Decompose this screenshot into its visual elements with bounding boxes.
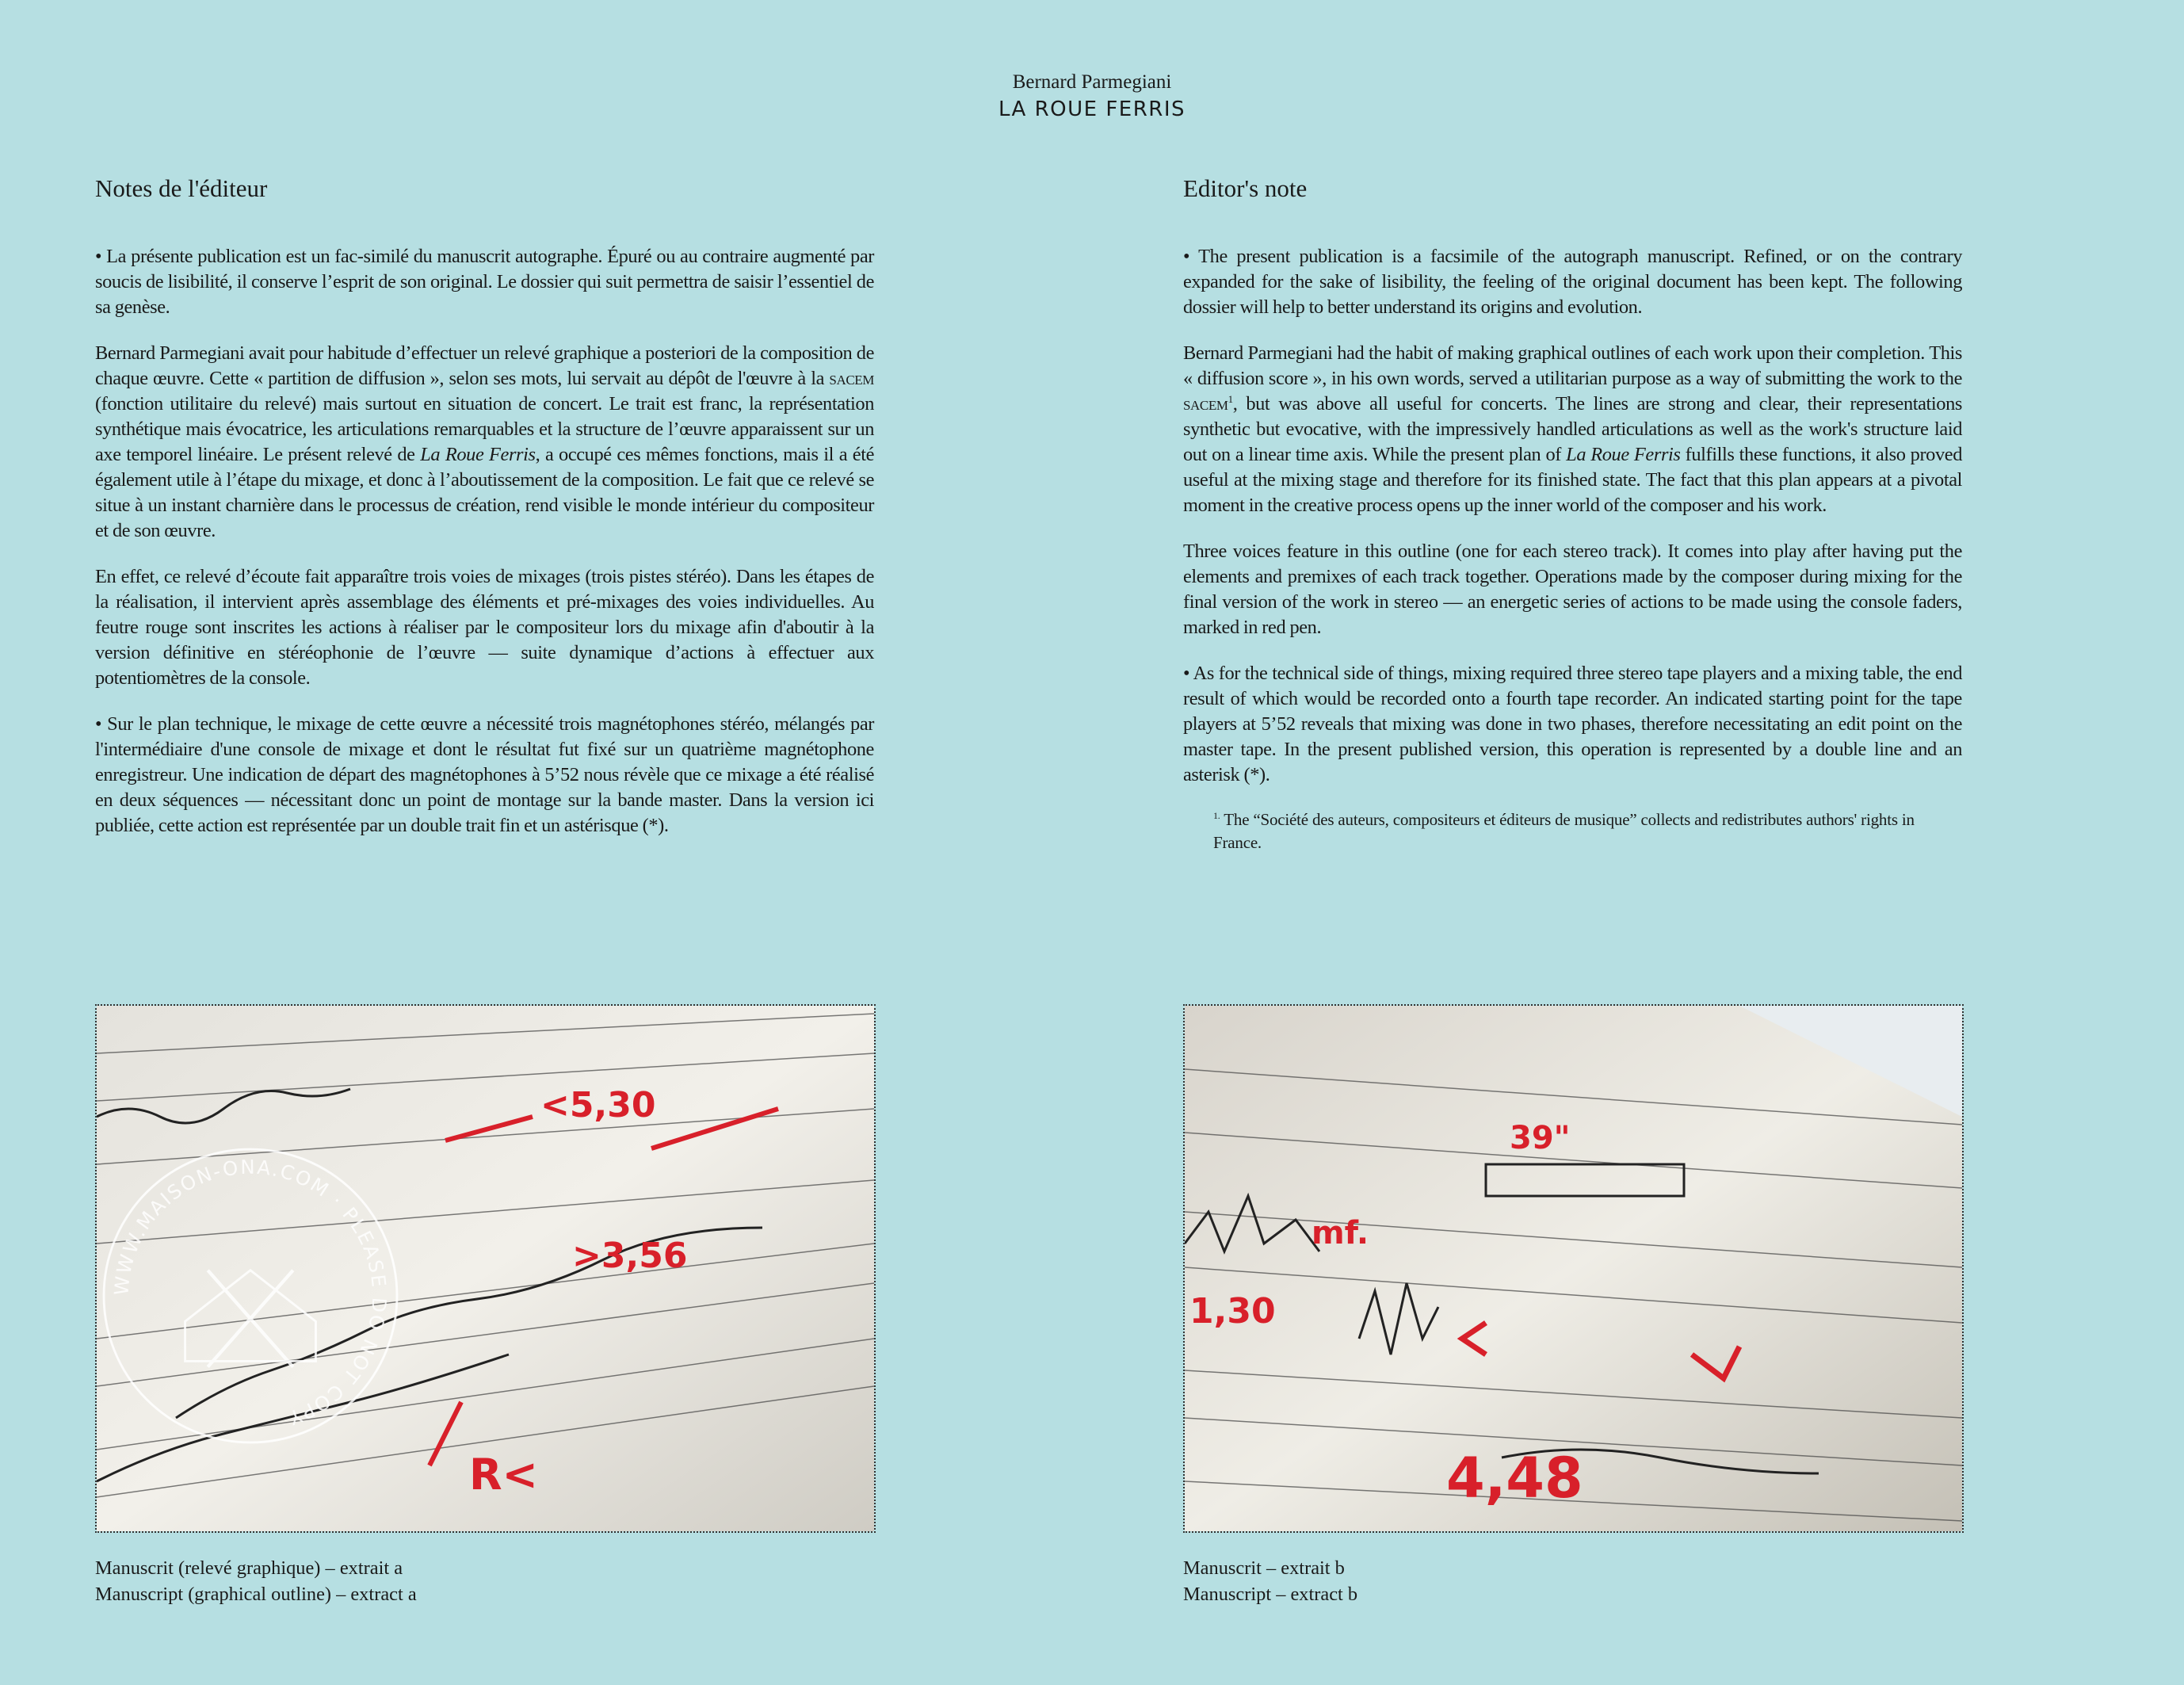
manuscript-photo-b: [1183, 1004, 1964, 1533]
work-title: La Roue Ferris: [420, 444, 536, 465]
text: fulfills these functions, it also proved useful at the mixing stage and therefore for its finished state. The fact that this plan appears at a pivotal moment in the creative process opens up the inner world of the composer and his work.: [1183, 444, 1962, 516]
mark: 1,30: [1189, 1291, 1276, 1332]
mark: <5,30: [540, 1085, 656, 1125]
french-paragraph-1: • La présente publication est un fac-similé du manuscrit autographe. Épuré ou au contraire augmenté par soucis de lisibilité, il conserve l’esprit de son original. Le dossier qui suit permettra de saisir l’essentiel de sa genèse.: [95, 246, 874, 318]
text: (fonction utilitaire du relevé) mais surtout en situation de concert. Le trait est franc, la représentation synthétique mais évocatrice, les articulations remarquables et la structure de l’œuvre apparaissent sur un axe temporel linéaire. Le présent relevé de: [95, 393, 874, 465]
french-paragraph-3: En effet, ce relevé d’écoute fait apparaître trois voies de mixages (trois pistes stéréo). Dans les étapes de la réalisation, il intervient après assemblage des éléments et pré-mixages des voies individuelles. Au feutre rouge sont inscrites les actions à réaliser par le compositeur lors du mixage afin d'aboutir à la version définitive en stéréophonie de l’œuvre — suite dynamique d’actions à effectuer aux potentiomètres de la console.: [95, 566, 874, 689]
text: Bernard Parmegiani had the habit of making graphical outlines of each work upon their completion. This « diffusion score », in his own words, served a utilitarian purpose as a way of submitting the work to the: [1183, 342, 1962, 389]
mark: R<: [469, 1450, 538, 1500]
caption-b-french: Manuscrit – extrait b: [1183, 1557, 1345, 1579]
sacem-abbr: sacem: [1183, 393, 1228, 415]
french-column: [95, 174, 874, 859]
footnote-number: 1.: [1213, 810, 1220, 821]
mark: mf.: [1312, 1215, 1369, 1251]
english-paragraph-3: Three voices feature in this outline (one for each stereo track). It comes into play after having put the elements and premixes of each track together. Operations made by the composer during mixing for the final version of the work in stereo — an energetic series of actions to be made using the console faders, marked in red pen.: [1183, 541, 1962, 638]
text: , but was above all useful for concerts. The lines are strong and clear, their representations synthetic but evocative, with the impressively handled articulations as well as the work's structure laid out on a linear time axis. While the present plan of: [1183, 393, 1962, 465]
footnote-ref: 1: [1228, 392, 1233, 405]
footnote: [1213, 808, 1962, 854]
work-title: La Roue Ferris: [1566, 444, 1681, 465]
english-column: [1183, 174, 1962, 854]
mark: >3,56: [572, 1236, 688, 1276]
caption-a-english: Manuscript (graphical outline) – extract a: [95, 1584, 417, 1605]
sacem-abbr: sacem: [829, 368, 874, 389]
text: , a occupé ces mêmes fonctions, mais il a été également utile à l’étape du mixage, et donc à l’aboutissement de la composition. Le fait que ce relevé se situe à un instant charnière dans le processus de création, rend visible le monde intérieur du compositeur et de son œuvre.: [95, 444, 875, 541]
french-paragraph-2: [95, 341, 874, 544]
caption-a: [95, 1555, 417, 1607]
mark: 39": [1510, 1120, 1571, 1156]
english-heading: Editor's note: [1183, 174, 1308, 202]
english-paragraph-2: [1183, 341, 1962, 518]
french-paragraph-4: • Sur le plan technique, le mixage de cette œuvre a nécessité trois magnétophones stéréo, mélangés par l'intermédiaire d'une console de mixage et dont le résultat fut fixé sur un quatrième magnétophone enregistreur. Une indication de départ des magnétophones à 5’52 nous révèle que ce mixage a été réalisé en deux séquences — nécessitant donc un point de montage sur la bande master. Dans la version ici publiée, cette action est représentée par un double trait fin et un astérisque (*).: [95, 713, 874, 836]
caption-a-french: Manuscrit (relevé graphique) – extrait a: [95, 1557, 403, 1579]
caption-b-english: Manuscript – extract b: [1183, 1584, 1358, 1605]
mark: 4,48: [1446, 1446, 1583, 1511]
footnote-text: The “Société des auteurs, compositeurs et éditeurs de musique” collects and redistributes authors' rights in France.: [1213, 810, 1915, 852]
caption-b: [1183, 1555, 1357, 1607]
english-paragraph-1: • The present publication is a facsimile of the autograph manuscript. Refined, or on the contrary expanded for the sake of lisibility, the feeling of the original document has been kept. The following dossier will help to better understand its origins and evolution.: [1183, 246, 1962, 318]
text: Bernard Parmegiani avait pour habitude d’effectuer un relevé graphique a posteriori de la composition de chaque œuvre. Cette « partition de diffusion », selon ses mots, lui servait au dépôt de l'œuvre à la: [95, 342, 874, 389]
header-title: LA ROUE FERRIS: [998, 97, 1186, 121]
french-heading: Notes de l'éditeur: [95, 174, 268, 202]
watermark-text: WWW.MAISON-ONA.COM · PLEASE DO NOT COPY: [109, 1155, 391, 1431]
header-author: Bernard Parmegiani: [1012, 71, 1172, 93]
manuscript-photo-a: [95, 1004, 876, 1533]
english-paragraph-4: • As for the technical side of things, mixing required three stereo tape players and a mixing table, the end result of which would be recorded onto a fourth tape recorder. An indicated starting point for the tape players at 5’52 reveals that mixing was done in two phases, therefore necessitating an edit point on the master tape. In the present published version, this operation is represented by a double line and an asterisk (*).: [1183, 663, 1962, 785]
